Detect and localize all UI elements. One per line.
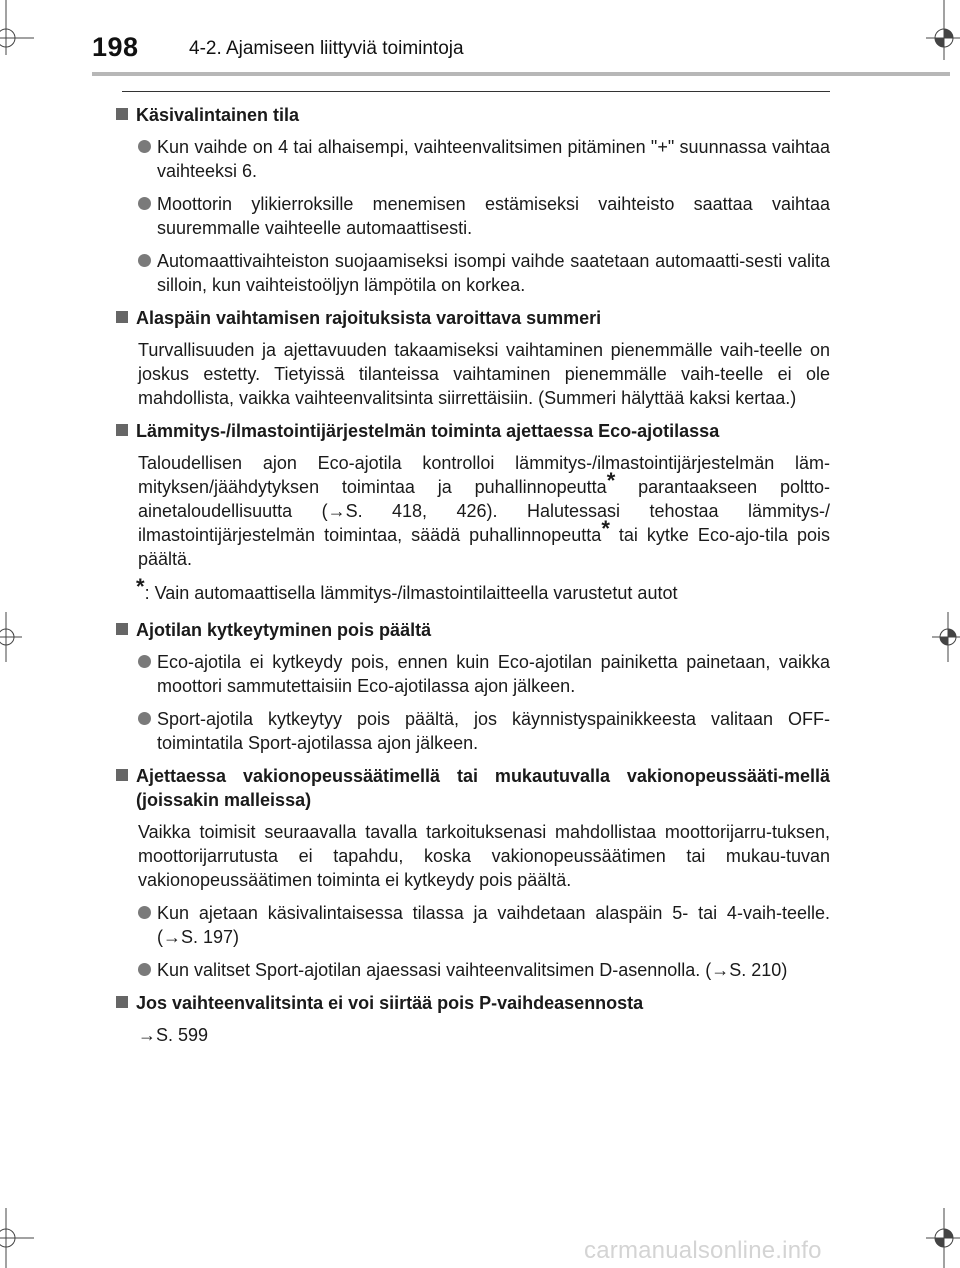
paragraph-text: Taloudellisen ajon Eco-ajotila kontrolloi lämmitys-/ilmastointijärjestelmän läm-mityksen/jäähdytyksen toimintaa ja puhallinnopeutta	[138, 453, 830, 497]
heading-text: Ajettaessa vakionopeussäätimellä tai mukautuvalla vakionopeussääti-mellä (joissakin malleissa)	[136, 766, 830, 810]
square-bullet-icon	[116, 996, 128, 1008]
circle-bullet-icon	[138, 655, 151, 668]
circle-bullet-icon	[138, 140, 151, 153]
bullet-item	[116, 192, 830, 240]
heading-text: Käsivalintainen tila	[136, 105, 300, 125]
circle-bullet-icon	[138, 963, 151, 976]
section-heading-mode-disengage	[116, 618, 830, 642]
heading-text: Lämmitys-/ilmastointijärjestelmän toiminta ajettaessa Eco-ajotilassa	[136, 421, 720, 441]
circle-bullet-icon	[138, 712, 151, 725]
paragraph-text: parantaakseen poltto-ainetaloudellisuutta (→S. 418, 426). Halutessasi tehostaa lämmitys-/ ilmastointijärjestelmän toimintaa, säädä puhallinnopeutta	[138, 477, 830, 545]
paragraph-text: tai kytke Eco-ajo-tila pois päältä.	[138, 525, 831, 569]
square-bullet-icon	[116, 311, 128, 323]
bullet-text: Sport-ajotila kytkeytyy pois päältä, jos käynnistyspainikkeesta valitaan OFF-toimintatila Sport-ajotilassa ajon jälkeen.	[157, 709, 830, 753]
heading-text: Jos vaihteenvalitsinta ei voi siirtää pois P-vaihdeasennosta	[136, 993, 644, 1013]
paragraph: Vaikka toimisit seuraavalla tavalla tarkoituksenasi mahdollistaa moottorijarru-tuksen, moottorijarrutusta ei tapahdu, koska vakionopeussäätimen tai mukau-tuvan vakionopeussäätimen toiminta ei kytkeydy pois päältä.	[138, 822, 830, 890]
section-heading-downshift-buzzer	[116, 306, 830, 330]
page-reference-link[interactable]: →S. 599	[138, 1025, 209, 1045]
bullet-item	[116, 650, 830, 698]
circle-bullet-icon	[138, 906, 151, 919]
top-rule	[122, 91, 830, 92]
heading-text: Ajotilan kytkeytyminen pois päältä	[136, 620, 432, 640]
bullet-text: Kun vaihde on 4 tai alhaisempi, vaihteenvalitsimen pitäminen "+" suunnassa vaihtaa vaihteeksi 6.	[157, 137, 830, 181]
section-heading-manual-mode	[116, 103, 830, 127]
bullet-text: Kun ajetaan käsivalintaisessa tilassa ja vaihdetaan alaspäin 5- tai 4-vaih-teelle. (→S. 197)	[157, 903, 830, 947]
bullet-item	[116, 901, 830, 949]
crop-mark-icon	[0, 0, 40, 60]
square-bullet-icon	[116, 769, 128, 781]
crop-mark-icon	[0, 612, 30, 662]
page-header	[92, 30, 960, 78]
section-heading-shift-lock	[116, 991, 830, 1015]
section-heading-climate-eco	[116, 419, 830, 443]
section-title: 4-2. Ajamiseen liittyviä toimintoja	[189, 38, 464, 59]
footnote	[116, 574, 830, 605]
bullet-text: Eco-ajotila ei kytkeydy pois, ennen kuin Eco-ajotilan painiketta painetaan, vaikka moottori sammutettaisiin Eco-ajotilassa ajon jälkeen.	[157, 652, 830, 696]
heading-text: Alaspäin vaihtamisen rajoituksista varoittava summeri	[136, 308, 602, 328]
bullet-text: Moottorin ylikierroksille menemisen estämiseksi vaihteisto saattaa vaihtaa suuremmalle vaihteelle automaattisesti.	[157, 194, 830, 238]
bullet-item	[116, 958, 830, 982]
bullet-item	[116, 135, 830, 183]
bullet-item	[116, 249, 830, 297]
page-content	[116, 103, 830, 1056]
header-bar	[92, 72, 950, 76]
circle-bullet-icon	[138, 197, 151, 210]
registration-mark-icon	[922, 1208, 960, 1268]
crop-mark-icon	[0, 1208, 40, 1268]
footnote-text: : Vain automaattisella lämmitys-/ilmastointilaitteella varustetut autot	[144, 583, 678, 603]
watermark: carmanualsonline.info	[584, 1237, 822, 1264]
circle-bullet-icon	[138, 254, 151, 267]
square-bullet-icon	[116, 623, 128, 635]
bullet-text: Automaattivaihteiston suojaamiseksi isompi vaihde saatetaan automaatti-sesti valita silloin, kun vaihteistoöljyn lämpötila on korkea.	[157, 251, 830, 295]
footnote-star: *	[601, 516, 610, 541]
page-number: 198	[92, 32, 139, 62]
bullet-text: Kun valitset Sport-ajotilan ajaessasi vaihteenvalitsimen D-asennolla. (→S. 210)	[157, 960, 788, 980]
square-bullet-icon	[116, 108, 128, 120]
paragraph	[116, 451, 830, 571]
square-bullet-icon	[116, 424, 128, 436]
bullet-item	[116, 707, 830, 755]
section-heading-cruise-control	[116, 764, 830, 812]
registration-mark-icon	[926, 612, 960, 662]
footnote-star: *	[606, 468, 616, 493]
paragraph: Turvallisuuden ja ajettavuuden takaamiseksi vaihtaminen pienemmälle vaih-teelle on joskus estetty. Tietyissä tilanteissa vaihtaminen pienemmälle vaih-teelle ei ole mahdollista, vaikka vaihteenvalitsinta siirrettäisiin. (Summeri hälyttää kaksi kertaa.)	[138, 340, 830, 408]
footnote-star: *	[136, 574, 145, 599]
